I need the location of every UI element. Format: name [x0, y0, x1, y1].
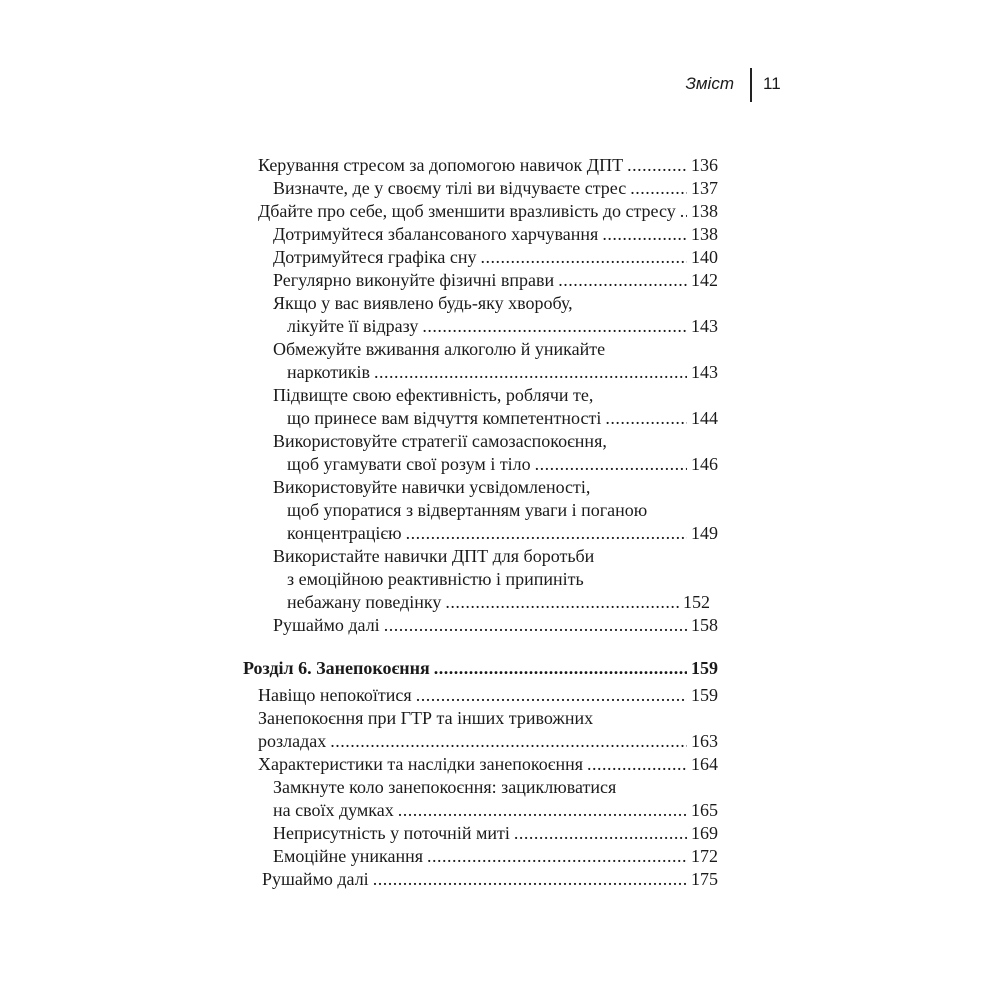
toc-entry-page: 140	[691, 247, 718, 267]
toc-entry-title: наркотиків	[287, 362, 370, 382]
toc-entry[interactable]	[273, 799, 718, 821]
toc-entry-page: 165	[691, 800, 718, 820]
toc-entry-page: 159	[691, 685, 718, 705]
toc-entry[interactable]	[273, 269, 718, 291]
toc-entry-page: 143	[691, 316, 718, 336]
toc-entry-continued[interactable]	[287, 568, 718, 590]
toc-entry-title: Рушаймо далі	[273, 615, 380, 635]
page-number: 11	[763, 74, 781, 93]
toc-entry[interactable]	[273, 246, 718, 268]
toc-entry-title: Замкнуте коло занепокоєння: зациклюватися	[273, 777, 617, 797]
toc-entry-page: 137	[691, 178, 718, 198]
toc-entry[interactable]	[258, 753, 718, 775]
toc-entry-page: 159	[691, 658, 718, 678]
toc-leader-dots	[330, 730, 687, 752]
toc-leader-dots	[434, 657, 687, 679]
toc-entry-title: Використовуйте навички усвідомленості,	[273, 477, 591, 497]
toc-entry-page: 138	[691, 224, 718, 244]
toc-entry-page: 164	[691, 754, 718, 774]
toc-leader-dots	[384, 614, 687, 636]
toc-entry-continued[interactable]	[273, 338, 718, 360]
toc-leader-dots	[630, 177, 687, 199]
toc-entry-title: Керування стресом за допомогою навичок ДПТ	[258, 155, 624, 175]
toc-entry[interactable]	[273, 177, 718, 199]
toc-leader-dots	[422, 315, 687, 337]
toc-leader-dots	[398, 799, 687, 821]
toc-entry-continued[interactable]	[258, 707, 718, 729]
toc-entry-page: 152	[683, 592, 710, 612]
toc-entry-title: Занепокоєння при ГТР та інших тривожних	[258, 708, 594, 728]
toc-entry-page: 172	[691, 846, 718, 866]
toc-entry[interactable]	[258, 154, 718, 176]
toc-entry-continued[interactable]	[273, 384, 718, 406]
toc-entry[interactable]	[287, 407, 718, 429]
toc-entry[interactable]	[273, 822, 718, 844]
toc-entry-title: щоб упоратися з відвертанням уваги і поганою	[287, 500, 648, 520]
toc-entry-page: 136	[691, 155, 718, 175]
toc-entry-page: 143	[691, 362, 718, 382]
toc-leader-dots	[535, 453, 687, 475]
toc-entry-title: небажану поведінку	[287, 592, 442, 612]
toc-entry-continued[interactable]	[273, 292, 718, 314]
toc-entry-continued[interactable]	[273, 776, 718, 798]
toc-leader-dots	[627, 154, 687, 176]
running-title: Зміст	[685, 74, 734, 93]
toc-entry-page: 163	[691, 731, 718, 751]
toc-entry-title: Використовуйте стратегії самозаспокоєння,	[273, 431, 607, 451]
toc-entry-title: Використайте навички ДПТ для боротьби	[273, 546, 595, 566]
toc-entry-title: з емоційною реактивністю і припиніть	[287, 569, 584, 589]
toc-leader-dots	[416, 684, 687, 706]
toc-entry[interactable]	[287, 591, 710, 613]
toc-entry[interactable]	[287, 453, 718, 475]
toc-entry-title: Навіщо непокоїтися	[258, 685, 412, 705]
toc-entry-title: розладах	[258, 731, 327, 751]
toc-entry-title: Дбайте про себе, щоб зменшити вразливість до стресу	[258, 201, 676, 221]
toc-leader-dots	[445, 591, 679, 613]
toc-entry-title: Дотримуйтеся графіка сну	[273, 247, 477, 267]
toc-entry[interactable]	[287, 361, 718, 383]
toc-entry-title: що принесе вам відчуття компетентності	[287, 408, 602, 428]
toc-leader-dots	[558, 269, 687, 291]
toc-entry[interactable]	[258, 730, 718, 752]
toc-entry-title: Неприсутність у поточній миті	[273, 823, 510, 843]
toc-leader-dots	[680, 200, 687, 222]
toc-leader-dots	[514, 822, 687, 844]
toc-entry-title: Характеристики та наслідки занепокоєння	[258, 754, 584, 774]
toc-entry-continued[interactable]	[273, 545, 718, 567]
toc-leader-dots	[602, 223, 687, 245]
toc-entry[interactable]	[287, 315, 718, 337]
toc-entry-page: 169	[691, 823, 718, 843]
toc-entry-page: 144	[691, 408, 718, 428]
toc-leader-dots	[373, 868, 687, 890]
toc-entry-title: на своїх думках	[273, 800, 394, 820]
toc-leader-dots	[480, 246, 687, 268]
toc-entry-page: 175	[691, 869, 718, 889]
toc-leader-dots	[374, 361, 687, 383]
toc-entry-page: 146	[691, 454, 718, 474]
toc-leader-dots	[406, 522, 687, 544]
toc-entry-continued[interactable]	[287, 499, 718, 521]
toc-entry-title: Дотримуйтеся збалансованого харчування	[273, 224, 599, 244]
toc-entry-page: 158	[691, 615, 718, 635]
toc-entry[interactable]	[262, 868, 718, 890]
toc-entry-continued[interactable]	[273, 476, 718, 498]
toc-entry-title: Визначте, де у своєму тілі ви відчуваєте стрес	[273, 178, 627, 198]
toc-entry-page: 138	[691, 201, 718, 221]
toc-entry-title: концентрацією	[287, 523, 402, 543]
toc-entry-title: лікуйте її відразу	[287, 316, 419, 336]
toc-entry-title: Обмежуйте вживання алкоголю й уникайте	[273, 339, 606, 359]
toc-entry-title: щоб угамувати свої розум і тіло	[287, 454, 531, 474]
toc-entry-continued[interactable]	[273, 430, 718, 452]
toc-entry-title: Підвищте свою ефективність, роблячи те,	[273, 385, 594, 405]
toc-entry-title: Емоційне уникання	[273, 846, 424, 866]
toc-entry-page: 149	[691, 523, 718, 543]
toc-entry-title: Рушаймо далі	[262, 869, 369, 889]
toc-leader-dots	[427, 845, 687, 867]
toc-entry-title: Якщо у вас виявлено будь-яку хворобу,	[273, 293, 573, 313]
toc-leader-dots	[587, 753, 687, 775]
toc-entry-title: Розділ 6. Занепокоєння	[243, 658, 430, 678]
toc-entry-title: Регулярно виконуйте фізичні вправи	[273, 270, 555, 290]
toc-chapter-heading[interactable]	[243, 657, 718, 679]
toc-leader-dots	[605, 407, 687, 429]
toc-entry[interactable]	[287, 522, 718, 544]
toc-entry[interactable]	[273, 614, 718, 636]
toc-entry[interactable]	[258, 200, 718, 222]
toc-entry[interactable]	[273, 845, 718, 867]
toc-entry-page: 142	[691, 270, 718, 290]
toc-entry[interactable]	[258, 684, 718, 706]
toc-entry[interactable]	[273, 223, 718, 245]
